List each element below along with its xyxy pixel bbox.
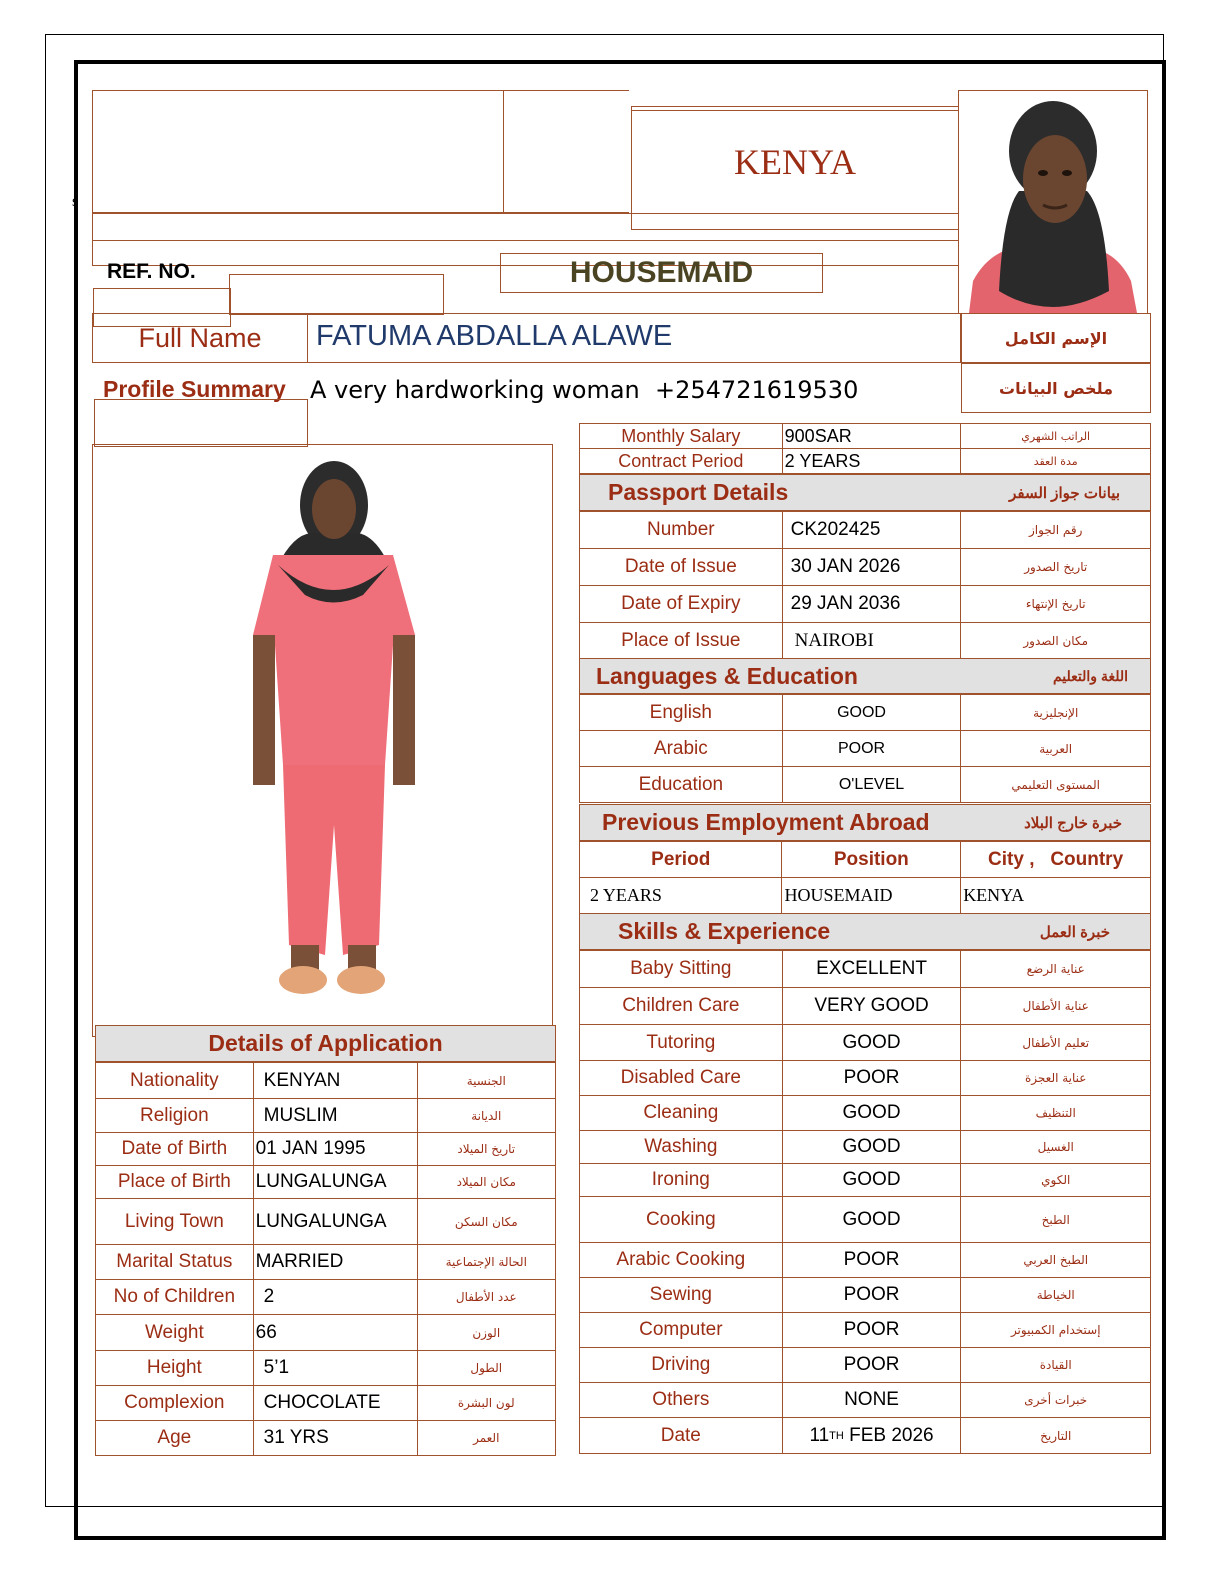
skill-value: POOR — [843, 1319, 900, 1340]
employment-country: KENYA — [963, 885, 1025, 905]
full-body-photo-frame — [92, 444, 553, 1037]
skill-row — [580, 1025, 1151, 1061]
passport-row — [580, 586, 1151, 623]
language-label-ar: الإنجليزية — [1033, 705, 1079, 720]
stray-mark: s — [72, 193, 79, 210]
application-label: Nationality — [129, 1069, 219, 1091]
skill-value: NONE — [844, 1389, 899, 1410]
passport-row — [580, 512, 1151, 549]
skill-row — [580, 951, 1151, 988]
full-name-value: FATUMA ABDALLA ALAWE — [316, 320, 673, 352]
contract-label: Monthly Salary — [621, 425, 741, 446]
employment-position: HOUSEMAID — [784, 885, 893, 905]
employment-title: Previous Employment Abroad — [602, 809, 930, 835]
application-value: 5’1 — [263, 1357, 290, 1378]
skill-row — [580, 1383, 1151, 1418]
skills-header — [579, 913, 1151, 950]
portrait-frame — [958, 90, 1148, 314]
contract-value: 900SAR — [784, 425, 852, 446]
application-label-ar: الحالة الإجتماعية — [445, 1255, 527, 1269]
skill-value: GOOD — [842, 1169, 901, 1190]
profile-summary: A very hardworking woman — [310, 376, 640, 404]
languages-title-ar: اللغة والتعليم — [1052, 667, 1128, 684]
passport-label-ar: تاريخ الصدور — [1024, 560, 1088, 574]
skill-row — [580, 1348, 1151, 1383]
application-row — [96, 1245, 556, 1280]
country-name: KENYA — [734, 142, 856, 182]
profile-label-ar: ملخص البيانات — [961, 363, 1151, 413]
skill-value — [783, 1425, 961, 1447]
employment-col-period: Period — [651, 848, 711, 870]
passport-table — [579, 511, 1151, 660]
position-title: HOUSEMAID — [569, 256, 754, 289]
employment-col-city: City , Country — [988, 848, 1124, 870]
application-label-ar: مكان الميلاد — [456, 1175, 516, 1189]
application-label: Age — [157, 1427, 192, 1448]
employment-col-position: Position — [833, 848, 909, 870]
employment-title-ar: خبرة خارج البلاد — [1024, 814, 1122, 832]
application-row — [96, 1351, 556, 1386]
skill-row — [580, 1164, 1151, 1197]
application-label-ar: الوزن — [472, 1325, 501, 1340]
application-value: CHOCOLATE — [263, 1392, 381, 1413]
skill-label: Computer — [639, 1319, 723, 1340]
application-value: 31 YRS — [263, 1427, 329, 1448]
languages-title: Languages & Education — [596, 662, 858, 689]
application-label-ar: الطول — [470, 1361, 503, 1375]
passport-value: 29 JAN 2036 — [790, 593, 901, 614]
skill-row — [580, 1096, 1151, 1131]
skill-value: GOOD — [842, 1102, 901, 1123]
language-label-ar: العربية — [1039, 741, 1073, 756]
skill-value: POOR — [843, 1354, 900, 1375]
application-label-ar: مكان السكن — [454, 1214, 518, 1229]
employment-period: 2 YEARS — [590, 885, 662, 905]
application-row — [96, 1063, 556, 1099]
application-label-ar: العمر — [473, 1431, 500, 1445]
language-row — [580, 767, 1151, 803]
contract-label-ar: الراتب الشهري — [1021, 429, 1091, 443]
languages-header — [579, 658, 1151, 694]
language-row — [580, 731, 1151, 767]
skill-value: GOOD — [842, 1031, 901, 1053]
skill-row — [580, 1131, 1151, 1164]
passport-header — [579, 474, 1151, 511]
application-row — [96, 1280, 556, 1315]
application-title: Details of Application — [208, 1030, 443, 1056]
skill-label-ar: خبرات أخرى — [1024, 1393, 1088, 1407]
skill-label-ar: الخياطة — [1036, 1288, 1075, 1302]
skill-row — [580, 1243, 1151, 1278]
skill-label-ar: عناية الرضع — [1026, 962, 1085, 976]
skill-row — [580, 1418, 1151, 1454]
passport-label: Date of Issue — [624, 556, 737, 577]
application-row — [96, 1421, 556, 1456]
portrait-photo — [959, 91, 1147, 313]
contract-value: 2 YEARS — [784, 450, 861, 471]
language-row — [580, 695, 1151, 731]
application-label: Height — [146, 1357, 202, 1378]
skill-label-ar: الكوي — [1041, 1173, 1071, 1187]
skill-value: GOOD — [842, 1136, 901, 1157]
skill-label-ar: عناية الأطفال — [1022, 999, 1089, 1013]
skill-label-ar: عناية العجزة — [1025, 1071, 1087, 1085]
application-label: Complexion — [124, 1392, 225, 1413]
skill-label: Cleaning — [643, 1102, 719, 1123]
skill-row — [580, 1197, 1151, 1243]
application-label: Religion — [140, 1104, 209, 1126]
profile-underline-box — [94, 399, 308, 447]
application-row — [96, 1315, 556, 1351]
application-row — [96, 1166, 556, 1199]
language-label: Arabic — [653, 737, 708, 759]
skill-label: Cooking — [645, 1208, 716, 1230]
application-value: 66 — [255, 1321, 277, 1343]
language-value: POOR — [837, 739, 886, 757]
skill-row — [580, 988, 1151, 1025]
application-value: LUNGALUNGA — [255, 1171, 387, 1192]
skill-row — [580, 1278, 1151, 1313]
passport-label-ar: تاريخ الإنتهاء — [1025, 597, 1086, 611]
skill-value-day: 11 — [809, 1424, 830, 1446]
contract-label-ar: مدة العقد — [1033, 454, 1078, 468]
passport-label: Number — [647, 519, 715, 540]
application-row — [96, 1133, 556, 1166]
skill-label: Tutoring — [646, 1031, 716, 1053]
application-value: MARRIED — [255, 1251, 344, 1272]
passport-value: NAIROBI — [794, 630, 874, 651]
language-value: GOOD — [837, 703, 886, 721]
header-box-left — [92, 90, 504, 213]
skill-label: Arabic Cooking — [616, 1249, 746, 1270]
language-label-ar: المستوى التعليمي — [1011, 777, 1100, 792]
skill-label: Ironing — [651, 1169, 710, 1190]
full-name-label-cell — [92, 313, 308, 363]
header-box-mid — [503, 90, 629, 213]
skills-table — [579, 950, 1151, 1454]
skill-label: Sewing — [649, 1284, 712, 1305]
employment-table — [579, 841, 1151, 914]
application-value: LUNGALUNGA — [255, 1210, 387, 1232]
passport-label: Place of Issue — [621, 630, 741, 651]
skills-title-ar: خبرة العمل — [1039, 923, 1110, 941]
application-value: 2 — [263, 1286, 275, 1307]
skills-title: Skills & Experience — [618, 918, 831, 944]
application-label: Place of Birth — [117, 1171, 231, 1192]
skill-value-rest: FEB 2026 — [843, 1424, 934, 1446]
skill-value: POOR — [843, 1284, 900, 1305]
application-row — [96, 1099, 556, 1133]
skill-label: Date — [660, 1424, 701, 1446]
skill-value: EXCELLENT — [816, 958, 927, 979]
skill-value: POOR — [843, 1249, 900, 1270]
passport-title: Passport Details — [608, 479, 789, 505]
profile-phone: +254721619530 — [655, 376, 859, 404]
application-label: Marital Status — [116, 1251, 233, 1272]
application-value: KENYAN — [263, 1069, 341, 1091]
contract-row — [580, 424, 1151, 449]
skill-row — [580, 1061, 1151, 1096]
skill-label-ar: إستخدام الكمبيوتر — [1010, 1323, 1101, 1337]
contract-row — [580, 449, 1151, 474]
ref-label: REF. NO. — [107, 260, 196, 283]
application-value: MUSLIM — [263, 1104, 338, 1126]
application-row — [96, 1199, 556, 1245]
passport-label-ar: مكان الصدور — [1023, 634, 1089, 648]
skill-label-ar: التاريخ — [1040, 1428, 1072, 1443]
passport-row — [580, 623, 1151, 660]
skill-label-ar: الغسيل — [1037, 1140, 1074, 1154]
country-box — [631, 110, 959, 214]
passport-value: CK202425 — [790, 519, 881, 540]
application-label: Weight — [144, 1321, 204, 1343]
application-label: Living Town — [124, 1210, 224, 1232]
language-value: O'LEVEL — [838, 775, 905, 793]
skill-row — [580, 1313, 1151, 1348]
passport-title-ar: بيانات جواز السفر — [1009, 484, 1120, 502]
contract-table — [579, 423, 1151, 474]
application-label-ar: عدد الأطفال — [455, 1290, 517, 1304]
skill-label-ar: التنظيف — [1035, 1106, 1076, 1120]
application-header — [95, 1025, 556, 1062]
passport-row — [580, 549, 1151, 586]
application-label-ar: لون البشرة — [457, 1396, 515, 1410]
skill-label: Baby Sitting — [630, 958, 732, 979]
skill-value-suffix: TH — [829, 1429, 844, 1442]
skill-label: Disabled Care — [620, 1067, 742, 1088]
skill-value: VERY GOOD — [814, 995, 929, 1016]
ref-number-field[interactable] — [229, 274, 444, 315]
passport-label-ar: رقم الجواز — [1029, 523, 1083, 537]
application-table — [95, 1062, 556, 1456]
skill-label-ar: الطبخ — [1041, 1212, 1070, 1227]
skill-label-ar: القيادة — [1039, 1358, 1072, 1372]
application-label-ar: الجنسية — [466, 1073, 506, 1088]
language-label: Education — [638, 773, 724, 795]
skill-label: Driving — [651, 1354, 711, 1375]
skill-label: Washing — [644, 1136, 718, 1157]
languages-table — [579, 694, 1151, 803]
application-label-ar: تاريخ الميلاد — [457, 1142, 516, 1156]
application-row — [96, 1386, 556, 1421]
position-box — [500, 253, 823, 293]
skill-value: POOR — [843, 1067, 900, 1088]
full-body-photo — [93, 445, 552, 1036]
application-label: No of Children — [113, 1286, 236, 1307]
skill-label: Children Care — [622, 995, 740, 1016]
full-name-label-ar: الإسم الكامل — [961, 313, 1151, 363]
contract-label: Contract Period — [618, 450, 744, 471]
application-label-ar: الديانة — [471, 1108, 502, 1123]
language-label: English — [649, 701, 712, 723]
skill-label-ar: تعليم الأطفال — [1022, 1035, 1090, 1050]
full-name-label: Full Name — [138, 322, 262, 353]
skill-label: Others — [652, 1389, 710, 1410]
passport-value: 30 JAN 2026 — [790, 556, 901, 577]
passport-label: Date of Expiry — [621, 593, 741, 614]
application-label: Date of Birth — [121, 1138, 228, 1159]
employment-header — [579, 804, 1151, 841]
application-value: 01 JAN 1995 — [255, 1138, 366, 1159]
profile-label: Profile Summary — [103, 376, 286, 402]
skill-label-ar: الطبخ العربي — [1023, 1253, 1089, 1267]
skill-value: GOOD — [842, 1208, 901, 1230]
